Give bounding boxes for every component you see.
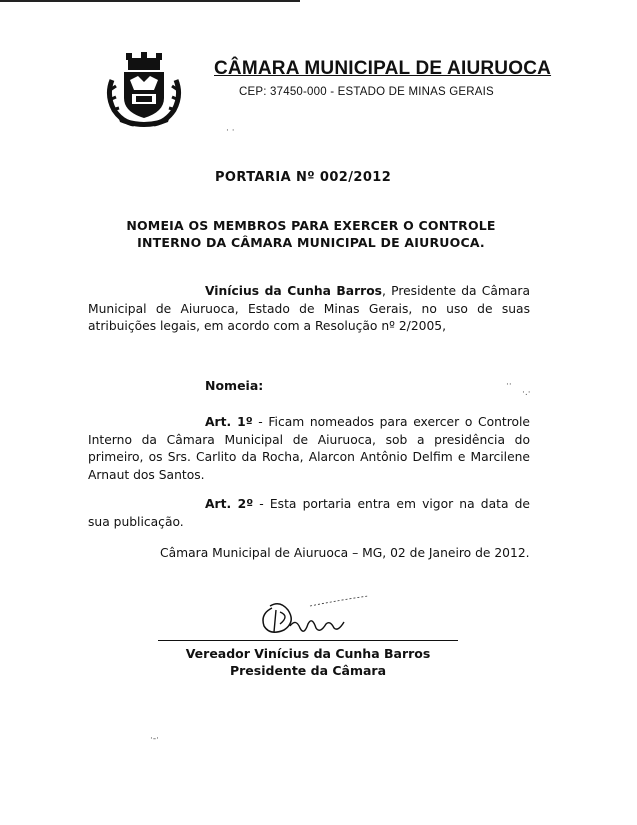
article-1-paragraph [88, 414, 530, 484]
scan-speck: ·· [506, 380, 512, 390]
signature-block [150, 645, 466, 679]
municipal-crest-icon [104, 50, 184, 128]
preamble-paragraph [88, 283, 530, 336]
nomeia-heading: Nomeia: [205, 378, 264, 393]
document-title: PORTARIA Nº 002/2012 [215, 170, 392, 185]
handwritten-signature-icon [250, 590, 380, 642]
summary-line-1: NOMEIA OS MEMBROS PARA EXERCER O CONTROLE [126, 218, 496, 233]
signer-role: Presidente da Câmara [229, 663, 387, 678]
signer-name: Vereador Vinícius da Cunha Barros [185, 646, 431, 661]
scan-speck: ·.· [522, 388, 531, 398]
article-1-label: Art. 1º [205, 415, 253, 429]
article-2-text: - Esta portaria entra em vigor na data de sua publicação. [88, 497, 530, 529]
document-summary [96, 217, 526, 251]
date-paragraph [88, 545, 530, 563]
scan-speck: · · [226, 126, 235, 136]
date-line: Câmara Municipal de Aiuruoca – MG, 02 de Janeiro de 2012. [160, 546, 530, 560]
preamble-name: Vinícius da Cunha Barros [205, 284, 383, 298]
article-2-paragraph [88, 496, 530, 531]
preamble-text: , Presidente da Câmara Municipal de Aiuruoca, Estado de Minas Gerais, no uso de suas atribuições legais, em acordo com a Resolução nº 2/2005, [88, 284, 530, 333]
signature-line [158, 640, 458, 641]
institution-name: CÂMARA MUNICIPAL DE AIURUOCA [214, 58, 552, 79]
scan-edge-line [0, 0, 300, 2]
summary-line-2: INTERNO DA CÂMARA MUNICIPAL DE AIURUOCA. [137, 235, 485, 250]
institution-address: CEP: 37450-000 - ESTADO DE MINAS GERAIS [239, 86, 494, 98]
scan-speck: ·-· [150, 734, 159, 744]
article-2-label: Art. 2º [205, 497, 254, 511]
article-1-text: - Ficam nomeados para exercer o Controle Interno da Câmara Municipal de Aiuruoca, sob a presidência do primeiro, os Srs. Carlito da Rocha, Alarcon Antônio Delfim e Marcilene Arnaut dos Santos. [88, 415, 530, 482]
